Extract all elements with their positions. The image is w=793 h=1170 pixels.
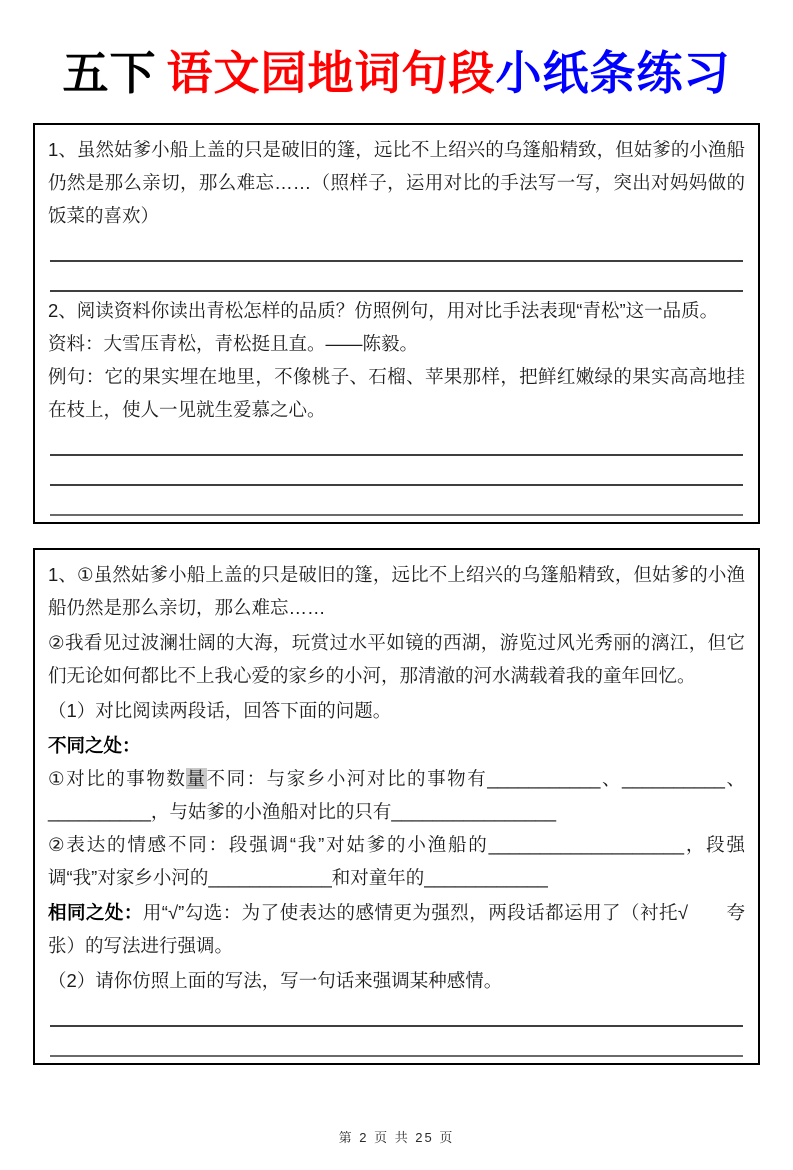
page-title [0,48,793,99]
answer-line [50,426,743,456]
sub-question-1: （1）对比阅读两段话，回答下面的问题。 [48,699,392,721]
diff-item-2: ②表达的情感不同：段强调“我”对姑爹的小渔船的___________________，段强调“我”对家乡小河的____________和对童年的____________ [48,833,745,888]
title-topic-blue: 小纸条练习 [495,47,731,99]
answer-line [50,262,743,292]
question-2-example: 例句：它的果实埋在地里，不像桃子、石榴、苹果那样，把鲜红嫩绿的果实高高地挂在枝上，使人一见就生爱慕之心。 [48,365,745,420]
same-item: 相同之处：用“√”勾选：为了使表达的感情更为强烈，两段话都运用了（衬托√ 夸张）的写法进行强调。 [48,901,745,956]
highlighted-char: 量 [186,767,207,789]
diff-heading: 不同之处： [48,734,141,756]
question-1: 1、虽然姑爹小船上盖的只是破旧的篷，远比不上绍兴的乌篷船精致，但姑爹的小渔船仍然是那么亲切，那么难忘……（照样子，运用对比的手法写一写，突出对妈妈做的饭菜的喜欢） [48,138,745,226]
passage-1: 1、①虽然姑爹小船上盖的只是破旧的篷，远比不上绍兴的乌篷船精致，但姑爹的小渔船仍然是那么亲切，那么难忘…… [48,563,745,618]
diff-item-1: ①对比的事物数量不同：与家乡小河对比的事物有___________、__________、__________，与姑爹的小渔船对比的只有________________ [48,767,745,822]
answer-line [50,232,743,262]
title-topic-red: 语文园地词句段 [166,47,496,99]
exercise-box-1 [33,123,760,524]
answer-line [50,1027,743,1057]
exercise-box-2 [33,548,760,1065]
same-heading: 相同之处： [48,901,143,923]
question-2: 2、阅读资料你读出青松怎样的品质？仿照例句，用对比手法表现“青松”这一品质。 [48,299,719,321]
title-grade: 五下 [62,47,157,99]
answer-line [50,486,743,516]
passage-2: ②我看见过波澜壮阔的大海，玩赏过水平如镜的西湖，游览过风光秀丽的漓江，但它们无论如何都比不上我心爱的家乡的小河，那清澈的河水满载着我的童年回忆。 [48,631,745,686]
page-footer: 第 2 页 共 25 页 [338,1130,455,1145]
answer-line [50,997,743,1027]
answer-line [50,456,743,486]
sub-question-2: （2）请你仿照上面的写法，写一句话来强调某种感情。 [48,969,503,991]
question-2-material: 资料：大雪压青松，青松挺且直。——陈毅。 [48,332,419,354]
